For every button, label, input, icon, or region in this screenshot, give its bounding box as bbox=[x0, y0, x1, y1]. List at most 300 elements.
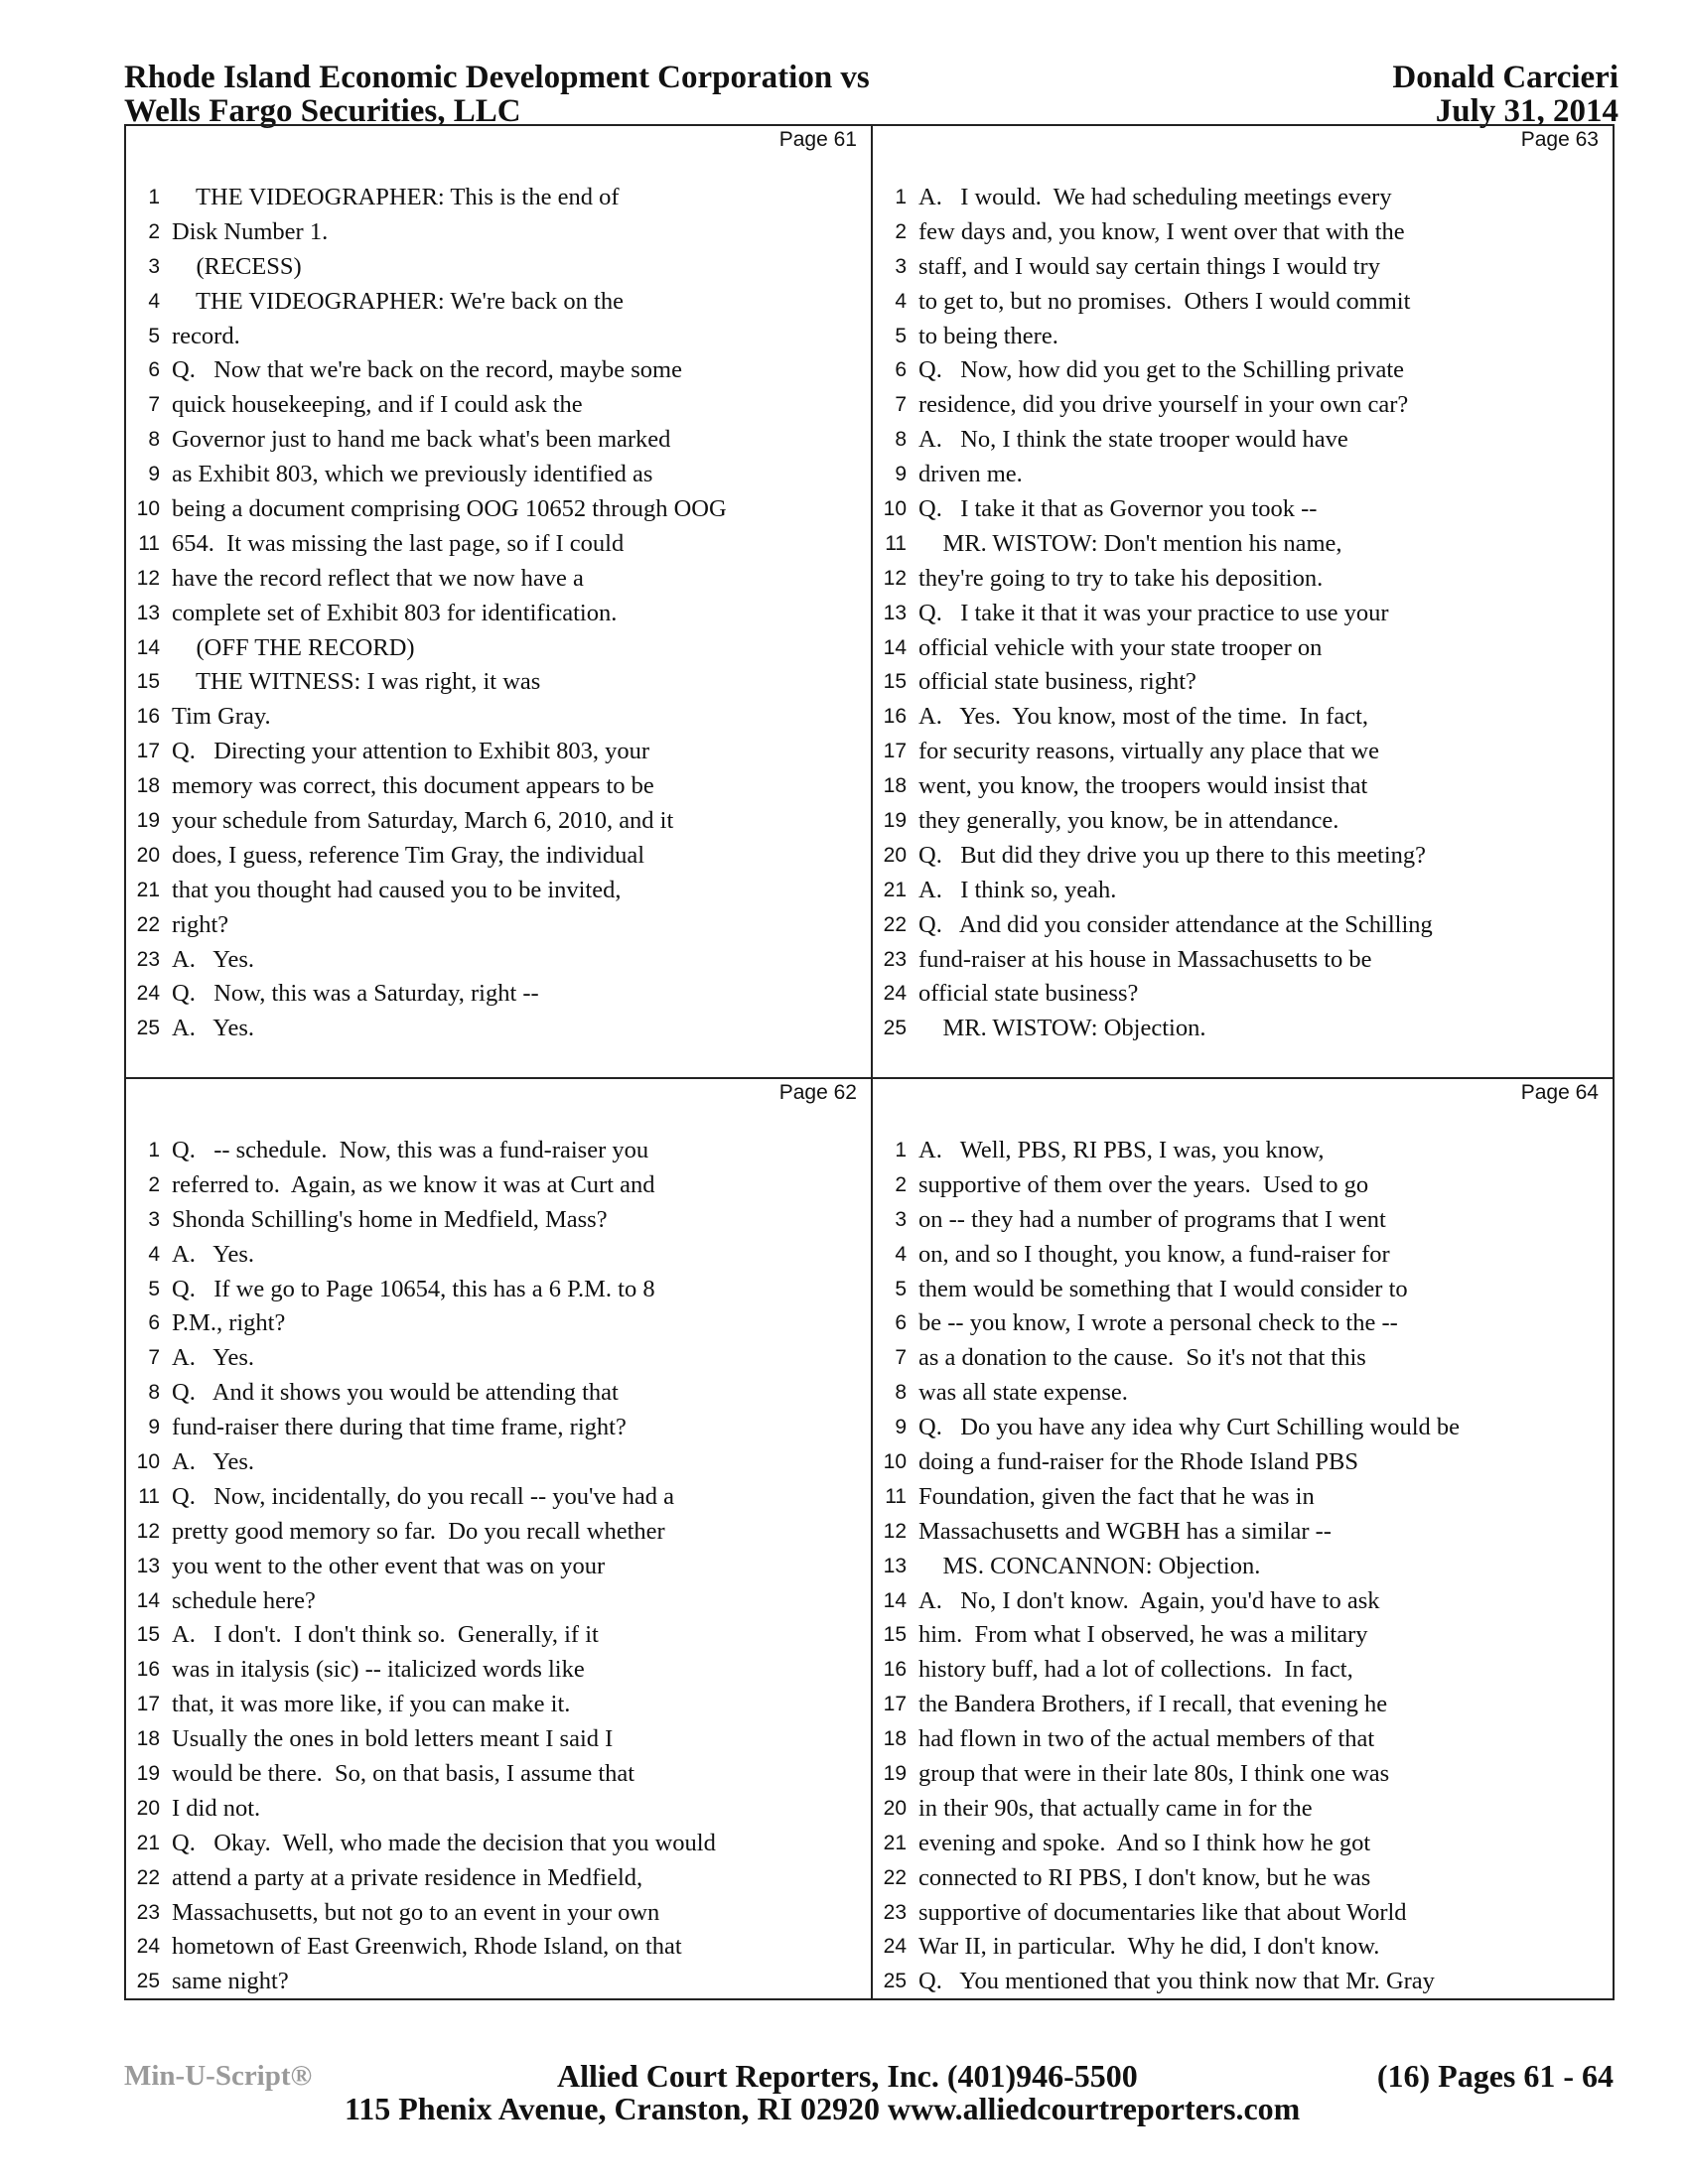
transcript-line bbox=[126, 353, 871, 388]
line-text: residence, did you drive yourself in your own car? bbox=[918, 391, 1409, 419]
line-number: 6 bbox=[148, 1311, 160, 1335]
min-u-script-brand: Min-U-Script® bbox=[124, 2060, 313, 2092]
case-title-line1: Rhode Island Economic Development Corporation vs bbox=[124, 60, 870, 95]
line-number: 3 bbox=[148, 1207, 160, 1231]
transcript-line bbox=[873, 1965, 1613, 1999]
transcript-line bbox=[126, 1203, 871, 1238]
line-number: 1 bbox=[895, 1139, 907, 1161]
transcript-line bbox=[873, 1376, 1613, 1411]
line-number: 13 bbox=[883, 601, 907, 624]
transcript-page-61 bbox=[126, 126, 871, 1077]
line-text: went, you know, the troopers would insist that bbox=[918, 772, 1368, 800]
transcript-line bbox=[126, 1550, 871, 1584]
line-text: for security reasons, virtually any place that we bbox=[918, 738, 1379, 765]
line-number: 7 bbox=[895, 1346, 907, 1370]
line-number: 15 bbox=[883, 1623, 907, 1647]
transcript-line bbox=[873, 700, 1613, 735]
line-text: memory was correct, this document appears to be bbox=[172, 772, 654, 800]
line-text: A. I would. We had scheduling meetings every bbox=[918, 184, 1392, 210]
line-text: does, I guess, reference Tim Gray, the individual bbox=[172, 841, 645, 869]
transcript-line bbox=[873, 320, 1613, 354]
line-text: A. I think so, yeah. bbox=[918, 876, 1117, 903]
transcript-line bbox=[126, 388, 871, 423]
line-number: 20 bbox=[883, 843, 907, 867]
line-number: 25 bbox=[883, 1017, 907, 1040]
transcript-line bbox=[126, 1827, 871, 1861]
line-number: 14 bbox=[136, 635, 160, 659]
line-text: Q. You mentioned that you think now that Mr. Gray bbox=[918, 1968, 1435, 1995]
transcript-line bbox=[873, 1411, 1613, 1445]
line-text: supportive of them over the years. Used to go bbox=[918, 1170, 1369, 1198]
line-number: 15 bbox=[883, 670, 907, 694]
line-text: as a donation to the cause. So it's not that this bbox=[918, 1344, 1366, 1372]
transcript-line bbox=[873, 388, 1613, 423]
transcript-line bbox=[126, 665, 871, 700]
line-number: 10 bbox=[883, 497, 907, 521]
line-number: 5 bbox=[895, 324, 907, 347]
line-text: was in italysis (sic) -- italicized words like bbox=[172, 1656, 585, 1684]
line-number: 18 bbox=[136, 774, 160, 798]
line-text: official state business? bbox=[918, 980, 1139, 1008]
line-text: War II, in particular. Why he did, I don't know. bbox=[918, 1933, 1380, 1961]
line-text: Usually the ones in bold letters meant I said I bbox=[172, 1725, 614, 1753]
line-text: Q. I take it that as Governor you took -- bbox=[918, 495, 1318, 523]
line-text: Massachusetts and WGBH has a similar -- bbox=[918, 1517, 1332, 1545]
line-text: would be there. So, on that basis, I assume that bbox=[172, 1760, 635, 1788]
page-range: (16) Pages 61 - 64 bbox=[1376, 2058, 1614, 2094]
line-number: 6 bbox=[148, 358, 160, 382]
transcript-line bbox=[126, 181, 871, 215]
transcript-line bbox=[873, 458, 1613, 492]
transcript-line bbox=[873, 181, 1613, 215]
transcript-page-63 bbox=[873, 126, 1613, 1077]
line-text: P.M., right? bbox=[172, 1309, 286, 1337]
line-number: 19 bbox=[136, 1762, 160, 1786]
line-number: 8 bbox=[895, 1381, 907, 1405]
line-number: 12 bbox=[883, 566, 907, 590]
transcript-line bbox=[126, 839, 871, 874]
line-number: 21 bbox=[136, 1831, 160, 1854]
line-number: 20 bbox=[136, 843, 160, 867]
line-text: Q. Directing your attention to Exhibit 803, your bbox=[172, 738, 650, 765]
line-number: 23 bbox=[883, 947, 907, 971]
line-number: 4 bbox=[895, 1242, 907, 1266]
line-number: 19 bbox=[883, 1762, 907, 1786]
line-number: 16 bbox=[136, 705, 160, 729]
transcript-lines bbox=[873, 1134, 1613, 1999]
line-number: 18 bbox=[883, 1727, 907, 1751]
line-text: Q. Now that we're back on the record, maybe some bbox=[172, 356, 682, 384]
line-number: 14 bbox=[136, 1588, 160, 1612]
transcript-line bbox=[126, 1411, 871, 1445]
line-number: 18 bbox=[136, 1727, 160, 1751]
line-text: Q. If we go to Page 10654, this has a 6 P.M. to 8 bbox=[172, 1275, 655, 1302]
line-text: attend a party at a private residence in Medfield, bbox=[172, 1863, 643, 1891]
line-number: 8 bbox=[148, 428, 160, 452]
transcript-line bbox=[873, 1168, 1613, 1203]
transcript-line bbox=[126, 977, 871, 1012]
line-text: Q. I take it that it was your practice to use your bbox=[918, 599, 1389, 626]
transcript-line bbox=[873, 769, 1613, 804]
transcript-line bbox=[126, 1480, 871, 1515]
line-text: THE WITNESS: I was right, it was bbox=[172, 668, 541, 696]
line-number: 16 bbox=[883, 1658, 907, 1682]
transcript-line bbox=[126, 1792, 871, 1827]
transcript-line bbox=[126, 769, 871, 804]
transcript-line bbox=[873, 1480, 1613, 1515]
line-number: 7 bbox=[895, 393, 907, 417]
line-number: 25 bbox=[136, 1017, 160, 1040]
deposition-date: July 31, 2014 bbox=[1435, 93, 1618, 129]
line-text: Disk Number 1. bbox=[172, 217, 329, 245]
transcript-line bbox=[126, 700, 871, 735]
line-text: THE VIDEOGRAPHER: We're back on the bbox=[172, 287, 624, 315]
line-text: had flown in two of the actual members of that bbox=[918, 1725, 1375, 1753]
line-number: 10 bbox=[883, 1450, 907, 1474]
transcript-line bbox=[126, 1584, 871, 1619]
deponent-name: Donald Carcieri bbox=[1392, 60, 1618, 95]
line-number: 11 bbox=[138, 531, 160, 555]
line-number: 24 bbox=[136, 1935, 160, 1959]
transcript-line bbox=[873, 1722, 1613, 1757]
transcript-line bbox=[873, 1930, 1613, 1965]
transcript-line bbox=[873, 1653, 1613, 1688]
transcript-line bbox=[126, 492, 871, 527]
line-number: 17 bbox=[136, 740, 160, 763]
line-text: A. No, I think the state trooper would have bbox=[918, 426, 1348, 454]
transcript-line bbox=[873, 1896, 1613, 1931]
line-text: official vehicle with your state trooper on bbox=[918, 633, 1323, 661]
transcript-line bbox=[873, 1306, 1613, 1341]
line-number: 19 bbox=[136, 809, 160, 833]
reporter-company: Allied Court Reporters, Inc. (401)946-5500 bbox=[557, 2058, 1138, 2094]
line-text: MR. WISTOW: Don't mention his name, bbox=[918, 529, 1342, 557]
line-text: you went to the other event that was on your bbox=[172, 1552, 606, 1579]
line-text: A. I don't. I don't think so. Generally, if it bbox=[172, 1621, 599, 1649]
transcript-line bbox=[873, 1618, 1613, 1653]
line-text: official state business, right? bbox=[918, 668, 1196, 696]
line-text: Q. And did you consider attendance at the Schilling bbox=[918, 910, 1433, 938]
line-number: 11 bbox=[138, 1484, 160, 1508]
line-text: driven me. bbox=[918, 461, 1023, 488]
transcript-line bbox=[126, 1653, 871, 1688]
line-text: A. No, I don't know. Again, you'd have to ask bbox=[918, 1586, 1380, 1614]
transcript-lines bbox=[126, 1134, 871, 1999]
line-text: group that were in their late 80s, I think one was bbox=[918, 1760, 1390, 1788]
line-number: 7 bbox=[148, 393, 160, 417]
transcript-line bbox=[126, 1896, 871, 1931]
line-number: 24 bbox=[136, 982, 160, 1006]
line-number: 5 bbox=[148, 1277, 160, 1300]
transcript-line bbox=[873, 562, 1613, 597]
line-text: right? bbox=[172, 910, 229, 938]
page-number-label: Page 62 bbox=[778, 1081, 857, 1104]
transcript-line bbox=[873, 908, 1613, 943]
line-text: have the record reflect that we now have a bbox=[172, 564, 584, 592]
page-number-label: Page 61 bbox=[778, 128, 857, 151]
transcript-line bbox=[873, 631, 1613, 666]
transcript-lines bbox=[126, 181, 871, 1046]
transcript-line bbox=[126, 562, 871, 597]
transcript-line bbox=[126, 1168, 871, 1203]
transcript-line bbox=[873, 492, 1613, 527]
transcript-line bbox=[126, 1012, 871, 1046]
line-number: 16 bbox=[883, 705, 907, 729]
line-number: 4 bbox=[148, 289, 160, 313]
transcript-line bbox=[873, 1861, 1613, 1896]
line-number: 17 bbox=[136, 1693, 160, 1716]
line-text: Q. And it shows you would be attending that bbox=[172, 1379, 619, 1407]
line-number: 22 bbox=[136, 1865, 160, 1889]
transcript-line bbox=[126, 458, 871, 492]
case-title-line2: Wells Fargo Securities, LLC bbox=[124, 93, 521, 129]
transcript-line bbox=[126, 1306, 871, 1341]
page-number-label: Page 64 bbox=[1520, 1081, 1599, 1104]
line-number: 23 bbox=[136, 947, 160, 971]
line-text: complete set of Exhibit 803 for identification. bbox=[172, 599, 618, 626]
transcript-line bbox=[126, 874, 871, 908]
line-text: doing a fund-raiser for the Rhode Island PBS bbox=[918, 1448, 1358, 1476]
line-number: 25 bbox=[136, 1970, 160, 1993]
line-number: 17 bbox=[883, 1693, 907, 1716]
line-text: Governor just to hand me back what's been marked bbox=[172, 426, 671, 454]
transcript-line bbox=[873, 1238, 1613, 1273]
transcript-line bbox=[873, 597, 1613, 631]
line-number: 19 bbox=[883, 809, 907, 833]
transcript-line bbox=[126, 1861, 871, 1896]
line-text: Q. But did they drive you up there to this meeting? bbox=[918, 841, 1427, 869]
line-text: fund-raiser there during that time frame, right? bbox=[172, 1414, 627, 1441]
line-text: A. Yes. bbox=[172, 1448, 255, 1476]
transcript-line bbox=[873, 1792, 1613, 1827]
transcript-line bbox=[873, 839, 1613, 874]
transcript-line bbox=[126, 320, 871, 354]
line-number: 6 bbox=[895, 358, 907, 382]
line-text: MS. CONCANNON: Objection. bbox=[918, 1552, 1261, 1579]
line-number: 21 bbox=[883, 878, 907, 901]
line-number: 7 bbox=[148, 1346, 160, 1370]
transcript-line bbox=[126, 423, 871, 458]
line-number: 8 bbox=[895, 428, 907, 452]
line-text: same night? bbox=[172, 1968, 289, 1995]
line-number: 23 bbox=[883, 1900, 907, 1924]
line-number: 1 bbox=[148, 1139, 160, 1161]
line-text: them would be something that I would consider to bbox=[918, 1275, 1408, 1302]
line-text: THE VIDEOGRAPHER: This is the end of bbox=[172, 184, 620, 210]
transcript-line bbox=[126, 1134, 871, 1168]
transcript-page-64 bbox=[873, 1079, 1613, 1998]
transcript-line bbox=[873, 1203, 1613, 1238]
line-text: Q. Okay. Well, who made the decision that you would bbox=[172, 1829, 716, 1856]
line-text: Q. Now, how did you get to the Schilling private bbox=[918, 356, 1405, 384]
line-text: to get to, but no promises. Others I would commit bbox=[918, 287, 1411, 315]
transcript-line bbox=[873, 285, 1613, 320]
line-number: 1 bbox=[895, 186, 907, 208]
line-text: the Bandera Brothers, if I recall, that evening he bbox=[918, 1691, 1388, 1718]
transcript-line bbox=[873, 527, 1613, 562]
line-number: 22 bbox=[883, 912, 907, 936]
line-number: 3 bbox=[895, 1207, 907, 1231]
transcript-line bbox=[873, 1134, 1613, 1168]
line-text: quick housekeeping, and if I could ask the bbox=[172, 391, 583, 419]
transcript-line bbox=[126, 285, 871, 320]
line-number: 11 bbox=[885, 1484, 907, 1508]
line-number: 11 bbox=[885, 531, 907, 555]
line-text: referred to. Again, as we know it was at Curt and bbox=[172, 1170, 655, 1198]
line-number: 14 bbox=[883, 635, 907, 659]
transcript-line bbox=[126, 215, 871, 250]
transcript-line bbox=[126, 1757, 871, 1792]
transcript-line bbox=[873, 977, 1613, 1012]
transcript-line bbox=[873, 1273, 1613, 1307]
transcript-line bbox=[873, 804, 1613, 839]
reporter-address: 115 Phenix Avenue, Cranston, RI 02920 www.alliedcourtreporters.com bbox=[345, 2091, 1301, 2126]
transcript-line bbox=[873, 1827, 1613, 1861]
transcript-line bbox=[126, 1930, 871, 1965]
transcript-line bbox=[126, 1376, 871, 1411]
line-text: on, and so I thought, you know, a fund-raiser for bbox=[918, 1240, 1390, 1268]
transcript-line bbox=[873, 1012, 1613, 1046]
transcript-line bbox=[126, 943, 871, 978]
line-number: 16 bbox=[136, 1658, 160, 1682]
transcript-line bbox=[126, 1515, 871, 1550]
line-text: as Exhibit 803, which we previously identified as bbox=[172, 461, 653, 488]
line-number: 24 bbox=[883, 1935, 907, 1959]
transcript-line bbox=[873, 215, 1613, 250]
line-text: schedule here? bbox=[172, 1586, 316, 1614]
transcript-line bbox=[126, 1688, 871, 1722]
transcript-line bbox=[873, 1445, 1613, 1480]
line-text: they're going to try to take his deposition. bbox=[918, 564, 1324, 592]
line-text: A. Yes. bbox=[172, 1015, 255, 1042]
transcript-line bbox=[126, 597, 871, 631]
line-number: 13 bbox=[883, 1554, 907, 1577]
line-number: 4 bbox=[895, 289, 907, 313]
line-number: 5 bbox=[148, 324, 160, 347]
transcript-line bbox=[126, 527, 871, 562]
line-number: 21 bbox=[883, 1831, 907, 1854]
line-text: supportive of documentaries like that about World bbox=[918, 1898, 1407, 1926]
line-number: 8 bbox=[148, 1381, 160, 1405]
line-text: Shonda Schilling's home in Medfield, Mass? bbox=[172, 1205, 608, 1233]
line-text: your schedule from Saturday, March 6, 2010, and it bbox=[172, 807, 674, 835]
transcript-line bbox=[126, 1273, 871, 1307]
line-text: A. Well, PBS, RI PBS, I was, you know, bbox=[918, 1137, 1325, 1163]
transcript-line bbox=[873, 1550, 1613, 1584]
line-number: 13 bbox=[136, 1554, 160, 1577]
line-text: be -- you know, I wrote a personal check to the -- bbox=[918, 1309, 1398, 1337]
line-number: 22 bbox=[136, 912, 160, 936]
line-number: 2 bbox=[148, 1172, 160, 1196]
line-text: Q. -- schedule. Now, this was a fund-raiser you bbox=[172, 1137, 649, 1163]
line-text: Tim Gray. bbox=[172, 703, 271, 731]
line-number: 12 bbox=[883, 1519, 907, 1543]
line-text: record. bbox=[172, 322, 240, 349]
line-number: 17 bbox=[883, 740, 907, 763]
line-text: fund-raiser at his house in Massachusetts to be bbox=[918, 945, 1372, 973]
line-text: MR. WISTOW: Objection. bbox=[918, 1015, 1206, 1042]
transcript-line bbox=[873, 874, 1613, 908]
page-number-label: Page 63 bbox=[1520, 128, 1599, 151]
line-text: A. Yes. bbox=[172, 1344, 255, 1372]
line-text: that, it was more like, if you can make it. bbox=[172, 1691, 571, 1718]
line-text: Massachusetts, but not go to an event in your own bbox=[172, 1898, 660, 1926]
line-number: 9 bbox=[895, 1416, 907, 1439]
line-text: A. Yes. bbox=[172, 945, 255, 973]
line-text: in their 90s, that actually came in for the bbox=[918, 1794, 1313, 1822]
line-number: 3 bbox=[895, 254, 907, 278]
transcript-line bbox=[126, 735, 871, 769]
line-number: 20 bbox=[883, 1796, 907, 1820]
transcript-line bbox=[126, 1965, 871, 1999]
transcript-line bbox=[873, 1688, 1613, 1722]
transcript-line bbox=[873, 1757, 1613, 1792]
transcript-line bbox=[873, 250, 1613, 285]
line-number: 6 bbox=[895, 1311, 907, 1335]
line-text: 654. It was missing the last page, so if I could bbox=[172, 529, 625, 557]
line-number: 2 bbox=[895, 1172, 907, 1196]
line-text: on -- they had a number of programs that I went bbox=[918, 1205, 1386, 1233]
transcript-line bbox=[126, 1445, 871, 1480]
transcript-line bbox=[873, 665, 1613, 700]
line-number: 3 bbox=[148, 254, 160, 278]
transcript-line bbox=[126, 250, 871, 285]
transcript-line bbox=[126, 1722, 871, 1757]
line-number: 10 bbox=[136, 497, 160, 521]
line-text: being a document comprising OOG 10652 through OOG bbox=[172, 495, 727, 523]
line-text: few days and, you know, I went over that with the bbox=[918, 217, 1405, 245]
transcript-line bbox=[126, 1238, 871, 1273]
transcript-line bbox=[873, 735, 1613, 769]
line-text: Foundation, given the fact that he was in bbox=[918, 1482, 1315, 1510]
line-text: (RECESS) bbox=[172, 252, 302, 280]
line-text: Q. Now, this was a Saturday, right -- bbox=[172, 980, 539, 1008]
line-number: 18 bbox=[883, 774, 907, 798]
transcript-page-62 bbox=[126, 1079, 871, 1998]
line-number: 5 bbox=[895, 1277, 907, 1300]
transcript-line bbox=[126, 1341, 871, 1376]
line-number: 13 bbox=[136, 601, 160, 624]
line-text: connected to RI PBS, I don't know, but he was bbox=[918, 1863, 1371, 1891]
transcript-lines bbox=[873, 181, 1613, 1046]
line-text: Q. Do you have any idea why Curt Schilling would be bbox=[918, 1414, 1461, 1441]
transcript-line bbox=[126, 804, 871, 839]
line-number: 24 bbox=[883, 982, 907, 1006]
line-text: A. Yes. You know, most of the time. In fact, bbox=[918, 703, 1369, 731]
line-number: 21 bbox=[136, 878, 160, 901]
line-number: 23 bbox=[136, 1900, 160, 1924]
transcript-line bbox=[873, 1515, 1613, 1550]
line-text: staff, and I would say certain things I would try bbox=[918, 252, 1380, 280]
line-number: 10 bbox=[136, 1450, 160, 1474]
line-text: Q. Now, incidentally, do you recall -- you've had a bbox=[172, 1482, 675, 1510]
line-number: 9 bbox=[148, 463, 160, 486]
line-number: 25 bbox=[883, 1970, 907, 1993]
line-text: was all state expense. bbox=[918, 1379, 1128, 1407]
line-text: hometown of East Greenwich, Rhode Island, on that bbox=[172, 1933, 682, 1961]
line-number: 4 bbox=[148, 1242, 160, 1266]
line-number: 14 bbox=[883, 1588, 907, 1612]
line-number: 20 bbox=[136, 1796, 160, 1820]
line-text: I did not. bbox=[172, 1794, 261, 1822]
line-number: 15 bbox=[136, 1623, 160, 1647]
transcript-line bbox=[873, 1341, 1613, 1376]
line-number: 12 bbox=[136, 566, 160, 590]
line-text: to being there. bbox=[918, 322, 1058, 349]
line-number: 9 bbox=[148, 1416, 160, 1439]
line-text: evening and spoke. And so I think how he got bbox=[918, 1829, 1371, 1856]
line-number: 12 bbox=[136, 1519, 160, 1543]
